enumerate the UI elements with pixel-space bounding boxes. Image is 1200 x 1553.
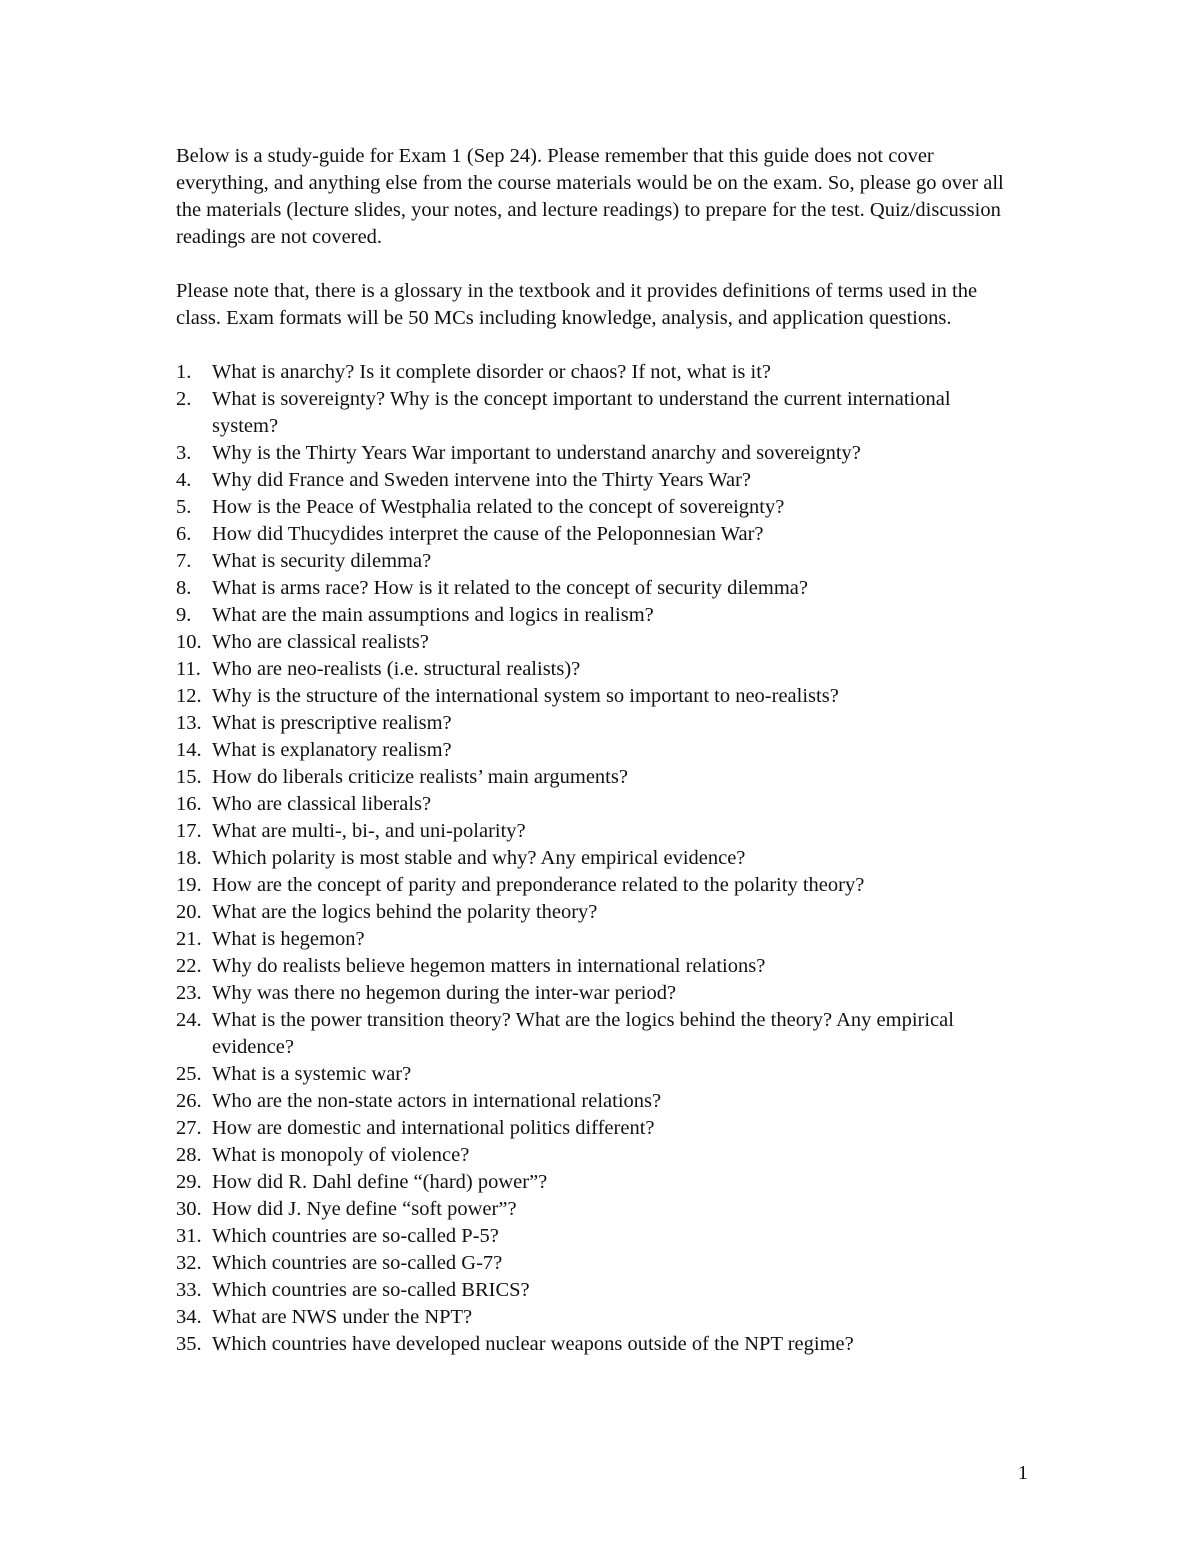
question-number: 9. [176, 604, 192, 626]
question-item [176, 1223, 1006, 1250]
question-text: Which countries are so-called BRICS? [212, 1279, 530, 1301]
question-text: Who are classical liberals? [212, 793, 432, 815]
question-text: Why did France and Sweden intervene into the Thirty Years War? [212, 469, 751, 491]
question-text: Who are classical realists? [212, 631, 429, 653]
question-number: 18. [176, 847, 202, 869]
question-number: 15. [176, 766, 202, 788]
question-item [176, 953, 1006, 980]
question-item [176, 1115, 1006, 1142]
question-text: What is a systemic war? [212, 1063, 412, 1085]
question-item [176, 683, 1006, 710]
question-item [176, 602, 1006, 629]
question-number: 16. [176, 793, 202, 815]
question-text: Why do realists believe hegemon matters in international relations? [212, 955, 766, 977]
exam-format-paragraph: Please note that, there is a glossary in the textbook and it provides definitions of terms used in the class. Exam formats will be 50 MCs including knowledge, analysis, and application questions. [176, 280, 978, 329]
question-number: 10. [176, 631, 202, 653]
question-text: How did Thucydides interpret the cause of the Peloponnesian War? [212, 523, 764, 545]
question-item [176, 926, 1006, 953]
question-text: What is the power transition theory? What are the logics behind the theory? Any empirical evidence? [212, 1009, 954, 1058]
question-item [176, 359, 1006, 386]
question-text: Which countries are so-called G-7? [212, 1252, 503, 1274]
question-text: Why is the structure of the international system so important to neo-realists? [212, 685, 839, 707]
question-item [176, 791, 1006, 818]
question-item [176, 1277, 1006, 1304]
question-number: 33. [176, 1279, 202, 1301]
question-item [176, 1088, 1006, 1115]
question-text: Who are the non-state actors in international relations? [212, 1090, 662, 1112]
question-text: What is anarchy? Is it complete disorder or chaos? If not, what is it? [212, 361, 772, 383]
question-text: Who are neo-realists (i.e. structural realists)? [212, 658, 581, 680]
question-item [176, 872, 1006, 899]
question-item [176, 575, 1006, 602]
question-item [176, 656, 1006, 683]
question-text: How is the Peace of Westphalia related to the concept of sovereignty? [212, 496, 785, 518]
question-number: 19. [176, 874, 202, 896]
question-number: 32. [176, 1252, 202, 1274]
question-item [176, 764, 1006, 791]
question-text: What are multi-, bi-, and uni-polarity? [212, 820, 526, 842]
question-text: What is explanatory realism? [212, 739, 452, 761]
question-text: How did J. Nye define “soft power”? [212, 1198, 517, 1220]
page-number: 1 [1017, 1462, 1028, 1484]
question-number: 7. [176, 550, 192, 572]
question-number: 4. [176, 469, 192, 491]
question-number: 12. [176, 685, 202, 707]
question-item [176, 1304, 1006, 1331]
question-item [176, 710, 1006, 737]
question-text: What is arms race? How is it related to the concept of security dilemma? [212, 577, 808, 599]
question-text: What is security dilemma? [212, 550, 432, 572]
question-text: Which countries are so-called P-5? [212, 1225, 499, 1247]
question-number: 6. [176, 523, 192, 545]
question-text: What is sovereignty? Why is the concept important to understand the current international system? [212, 388, 951, 437]
question-number: 25. [176, 1063, 202, 1085]
question-list [176, 359, 1006, 1358]
question-text: Which countries have developed nuclear weapons outside of the NPT regime? [212, 1333, 854, 1355]
question-text: How do liberals criticize realists’ main arguments? [212, 766, 628, 788]
question-number: 22. [176, 955, 202, 977]
question-number: 17. [176, 820, 202, 842]
question-item [176, 467, 1006, 494]
question-item [176, 845, 1006, 872]
question-item [176, 521, 1006, 548]
question-text: Why is the Thirty Years War important to understand anarchy and sovereignty? [212, 442, 861, 464]
question-text: What are the main assumptions and logics in realism? [212, 604, 654, 626]
question-item [176, 1331, 1006, 1358]
question-number: 27. [176, 1117, 202, 1139]
question-number: 13. [176, 712, 202, 734]
question-number: 29. [176, 1171, 202, 1193]
question-item [176, 1007, 1006, 1061]
question-number: 1. [176, 361, 192, 383]
question-item [176, 386, 1006, 440]
question-number: 31. [176, 1225, 202, 1247]
question-text: How are the concept of parity and preponderance related to the polarity theory? [212, 874, 865, 896]
question-item [176, 548, 1006, 575]
question-number: 35. [176, 1333, 202, 1355]
question-text: What is prescriptive realism? [212, 712, 452, 734]
question-item [176, 899, 1006, 926]
intro-paragraph: Below is a study-guide for Exam 1 (Sep 24). Please remember that this guide does not cover everything, and anything else from the course materials would be on the exam. So, please go over all the materials (lecture slides, your notes, and lecture readings) to prepare for the test. Quiz/discussion readings are not covered. [176, 145, 1004, 248]
question-number: 28. [176, 1144, 202, 1166]
question-number: 30. [176, 1198, 202, 1220]
question-item [176, 1250, 1006, 1277]
question-text: Why was there no hegemon during the inter-war period? [212, 982, 677, 1004]
question-text: Which polarity is most stable and why? Any empirical evidence? [212, 847, 746, 869]
question-number: 26. [176, 1090, 202, 1112]
question-number: 24. [176, 1009, 202, 1031]
question-text: What is hegemon? [212, 928, 365, 950]
question-number: 3. [176, 442, 192, 464]
question-text: How did R. Dahl define “(hard) power”? [212, 1171, 548, 1193]
question-number: 23. [176, 982, 202, 1004]
question-number: 21. [176, 928, 202, 950]
question-item [176, 629, 1006, 656]
question-text: What are NWS under the NPT? [212, 1306, 473, 1328]
question-number: 14. [176, 739, 202, 761]
question-number: 5. [176, 496, 192, 518]
question-text: What are the logics behind the polarity theory? [212, 901, 598, 923]
question-item [176, 818, 1006, 845]
question-number: 2. [176, 388, 192, 410]
question-number: 34. [176, 1306, 202, 1328]
question-item [176, 494, 1006, 521]
question-item [176, 440, 1006, 467]
question-item [176, 1142, 1006, 1169]
question-item [176, 737, 1006, 764]
question-number: 20. [176, 901, 202, 923]
question-number: 8. [176, 577, 192, 599]
question-item [176, 980, 1006, 1007]
question-item [176, 1196, 1006, 1223]
question-text: What is monopoly of violence? [212, 1144, 470, 1166]
question-item [176, 1169, 1006, 1196]
document-body [176, 143, 1006, 1358]
question-item [176, 1061, 1006, 1088]
question-text: How are domestic and international politics different? [212, 1117, 655, 1139]
question-number: 11. [176, 658, 201, 680]
